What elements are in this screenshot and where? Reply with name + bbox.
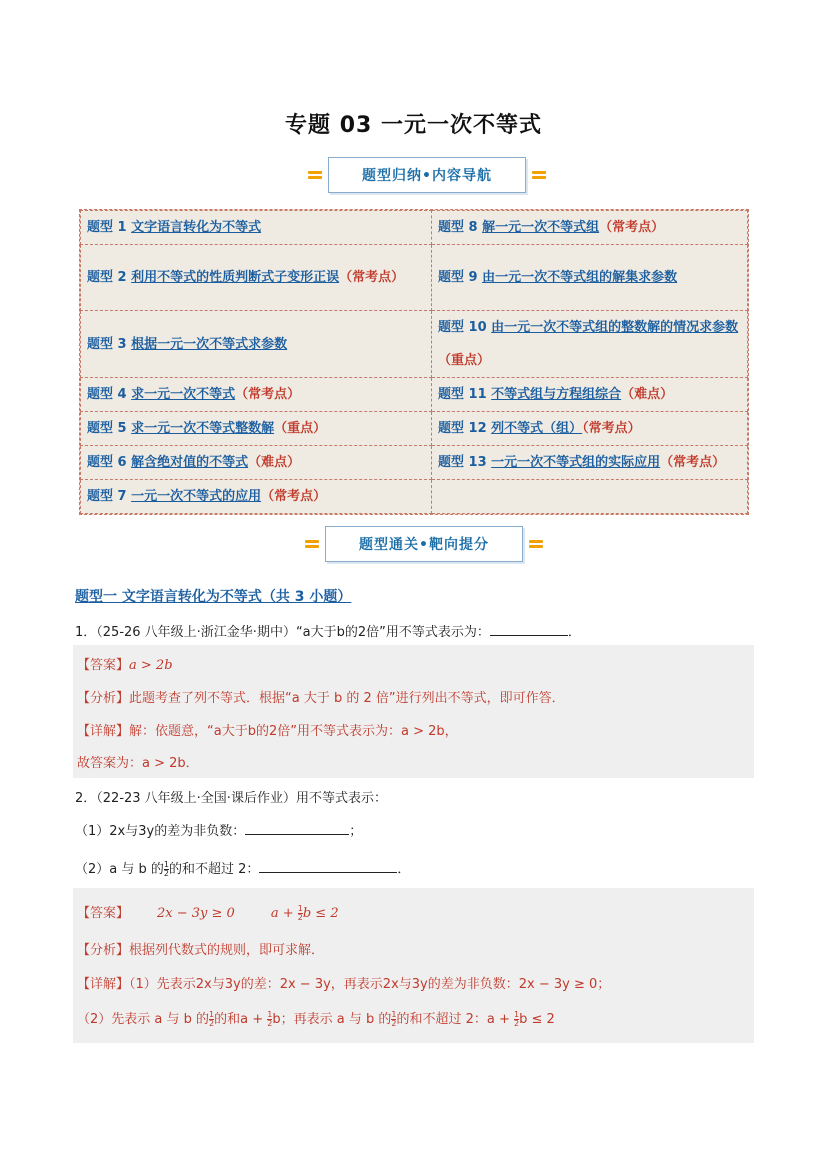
answer-value: a > 2b — [129, 658, 173, 673]
nav-cell-left — [81, 480, 432, 514]
answer-label: 【答案】 — [77, 906, 130, 921]
nav-topic-link[interactable]: 一元一次不等式组的实际应用 — [491, 455, 661, 470]
fraction-num: 1 — [297, 904, 303, 913]
detail-line — [77, 720, 458, 739]
nav-row — [81, 245, 748, 311]
answer-value-1: 2x − 3y ≥ 0 — [157, 906, 235, 921]
part-2-text-a: （2）a 与 b 的 — [75, 862, 164, 877]
answer-line — [77, 654, 173, 673]
nav-topic-number: 题型 2 — [87, 270, 132, 285]
nav-cell-right — [432, 311, 748, 378]
analysis-label: 【分析】 — [77, 943, 130, 958]
nav-topic-link[interactable]: 不等式组与方程组综合 — [491, 387, 622, 402]
question-1-end: ． — [567, 625, 581, 640]
nav-topic-number: 题型 7 — [87, 489, 132, 504]
detail-2b: 的和a + — [214, 1012, 268, 1027]
nav-cell-right — [432, 378, 748, 412]
nav-topic-link[interactable]: 求一元一次不等式 — [131, 387, 236, 402]
fraction-den: 2 — [513, 1019, 520, 1028]
fraction-num: 1 — [209, 1010, 215, 1019]
nav-cell-right — [432, 211, 748, 245]
analysis-line — [77, 687, 565, 706]
part-2-end: ． — [397, 862, 411, 877]
nav-topic-link[interactable]: 根据一元一次不等式求参数 — [131, 336, 288, 352]
question-1-answer-box — [73, 645, 754, 778]
answer-label: 【答案】 — [77, 658, 130, 673]
nav-cell-right — [432, 446, 748, 480]
answer-line — [77, 902, 339, 922]
nav-topic-link[interactable]: 文字语言转化为不等式 — [131, 220, 262, 235]
nav-topic-number: 题型 12 — [438, 421, 492, 436]
nav-topic-number: 题型 8 — [438, 220, 483, 235]
nav-topic-tag: （常考点） — [261, 489, 327, 504]
nav-topic-tag: （常考点） — [599, 220, 665, 235]
banner-right-deco-icon — [532, 169, 546, 181]
detail-2d: 的和不超过 2：a + — [396, 1012, 514, 1027]
nav-row — [81, 311, 748, 378]
nav-topic-link[interactable]: 一元一次不等式的应用 — [131, 489, 262, 504]
detail-line — [77, 973, 610, 992]
banner-nav-label: 题型归纳•内容导航 — [328, 157, 526, 193]
detail-text: 解：依题意，“a大于b的2倍”用不等式表示为：a > 2b， — [129, 724, 458, 739]
nav-topic-number: 题型 10 — [438, 320, 492, 335]
nav-topic-tag: （常考点） — [582, 421, 641, 436]
question-2-stem: 2．（22-23 八年级上·全国·课后作业）用不等式表示： — [75, 791, 387, 806]
nav-topic-link[interactable]: 解含绝对值的不等式 — [131, 455, 249, 470]
nav-topic-tag: （常考点） — [339, 270, 405, 285]
nav-cell-left — [81, 378, 432, 412]
nav-topic-number: 题型 5 — [87, 421, 132, 436]
nav-cell-right — [432, 245, 748, 311]
analysis-text: 此题考查了列不等式．根据“a 大于 b 的 2 倍”进行列出不等式，即可作答． — [129, 691, 565, 706]
nav-topic-tag: （常考点） — [660, 455, 726, 470]
final-line: 故答案为：a > 2b． — [77, 756, 199, 771]
nav-topic-number: 题型 9 — [438, 270, 483, 285]
detail-2a: （2）先表示 a 与 b 的 — [77, 1012, 210, 1027]
question-1-stem — [75, 621, 581, 640]
nav-topic-link[interactable]: 求一元一次不等式整数解 — [131, 421, 275, 436]
question-2-part-2 — [75, 858, 410, 878]
detail-2c: b；再表示 a 与 b 的 — [272, 1012, 392, 1027]
nav-row — [81, 446, 748, 480]
detail-2e: b ≤ 2 — [519, 1012, 555, 1027]
nav-topic-tag: （难点） — [248, 455, 301, 470]
question-1-text: 1．（25-26 八年级上·浙江金华·期中）“a大于b的2倍”用不等式表示为： — [75, 625, 490, 640]
page-title: 专题 03 一元一次不等式 — [285, 113, 542, 138]
detail-label: 【详解】 — [77, 977, 130, 992]
analysis-line — [77, 939, 324, 958]
banner-practice — [299, 526, 549, 562]
nav-topic-number: 题型 11 — [438, 387, 492, 402]
answer-blank — [259, 859, 397, 873]
nav-topic-link[interactable]: 由一元一次不等式组的解集求参数 — [482, 270, 678, 285]
nav-topic-link[interactable]: 由一元一次不等式组的整数解的情况求参数 — [491, 320, 739, 335]
nav-topic-tag: （重点） — [438, 353, 491, 368]
fraction-num: 1 — [267, 1010, 273, 1019]
analysis-text: 根据列代数式的规则，即可求解． — [129, 943, 325, 958]
nav-row — [81, 480, 748, 514]
question-2-answer-box — [73, 888, 754, 1043]
nav-topic-link[interactable]: 列不等式（组） — [491, 421, 583, 436]
nav-cell-left — [81, 211, 432, 245]
topic-nav-table — [79, 209, 749, 515]
nav-topic-tag: （常考点） — [235, 387, 301, 402]
banner-right-deco-icon — [529, 538, 543, 550]
fraction-num: 1 — [391, 1010, 397, 1019]
banner-nav — [302, 157, 552, 193]
detail-text-1: （1）先表示2x与3y的差：2x − 3y，再表示2x与3y的差为非负数：2x − 3y ≥ 0； — [129, 977, 611, 992]
fraction-den: 2 — [267, 1019, 273, 1028]
fraction-num: 1 — [513, 1010, 520, 1019]
nav-topic-number: 题型 1 — [87, 220, 132, 235]
nav-topic-number: 题型 4 — [87, 387, 132, 402]
fraction-den: 2 — [209, 1019, 215, 1028]
nav-cell-left — [81, 311, 432, 378]
fraction-den: 2 — [163, 869, 169, 878]
nav-cell-left — [81, 412, 432, 446]
nav-row — [81, 378, 748, 412]
fraction-den: 2 — [391, 1019, 397, 1028]
nav-topic-number: 题型 3 — [87, 336, 132, 352]
banner-left-deco-icon — [305, 538, 319, 550]
answer-value-2b: b ≤ 2 — [302, 906, 339, 921]
nav-row — [81, 412, 748, 446]
nav-cell-right — [432, 412, 748, 446]
nav-topic-link[interactable]: 解一元一次不等式组 — [482, 220, 600, 235]
nav-topic-link[interactable]: 利用不等式的性质判断式子变形正误 — [131, 270, 340, 285]
detail-line-2 — [77, 1008, 555, 1028]
nav-cell-right — [432, 480, 748, 514]
part-1-text: （1）2x与3y的差为非负数： — [75, 824, 246, 839]
section-heading[interactable]: 题型一 文字语言转化为不等式（共 3 小题） — [75, 589, 352, 605]
nav-row — [81, 211, 748, 245]
answer-blank — [490, 622, 568, 636]
nav-cell-left — [81, 446, 432, 480]
nav-topic-number: 题型 13 — [438, 455, 492, 470]
nav-topic-number: 题型 6 — [87, 455, 132, 470]
part-1-end: ； — [349, 824, 363, 839]
detail-label: 【详解】 — [77, 724, 130, 739]
fraction-num: 1 — [163, 860, 169, 869]
nav-topic-tag: （重点） — [274, 421, 327, 436]
answer-value-2a: a + — [270, 906, 298, 921]
banner-left-deco-icon — [308, 169, 322, 181]
banner-practice-label: 题型通关•靶向提分 — [325, 526, 523, 562]
nav-cell-left — [81, 245, 432, 311]
fraction-den: 2 — [297, 913, 303, 922]
question-2-part-1 — [75, 820, 362, 839]
part-2-text-b: 的和不超过 2： — [168, 862, 260, 877]
answer-blank — [245, 821, 349, 835]
analysis-label: 【分析】 — [77, 691, 130, 706]
nav-topic-tag: （难点） — [621, 387, 674, 402]
